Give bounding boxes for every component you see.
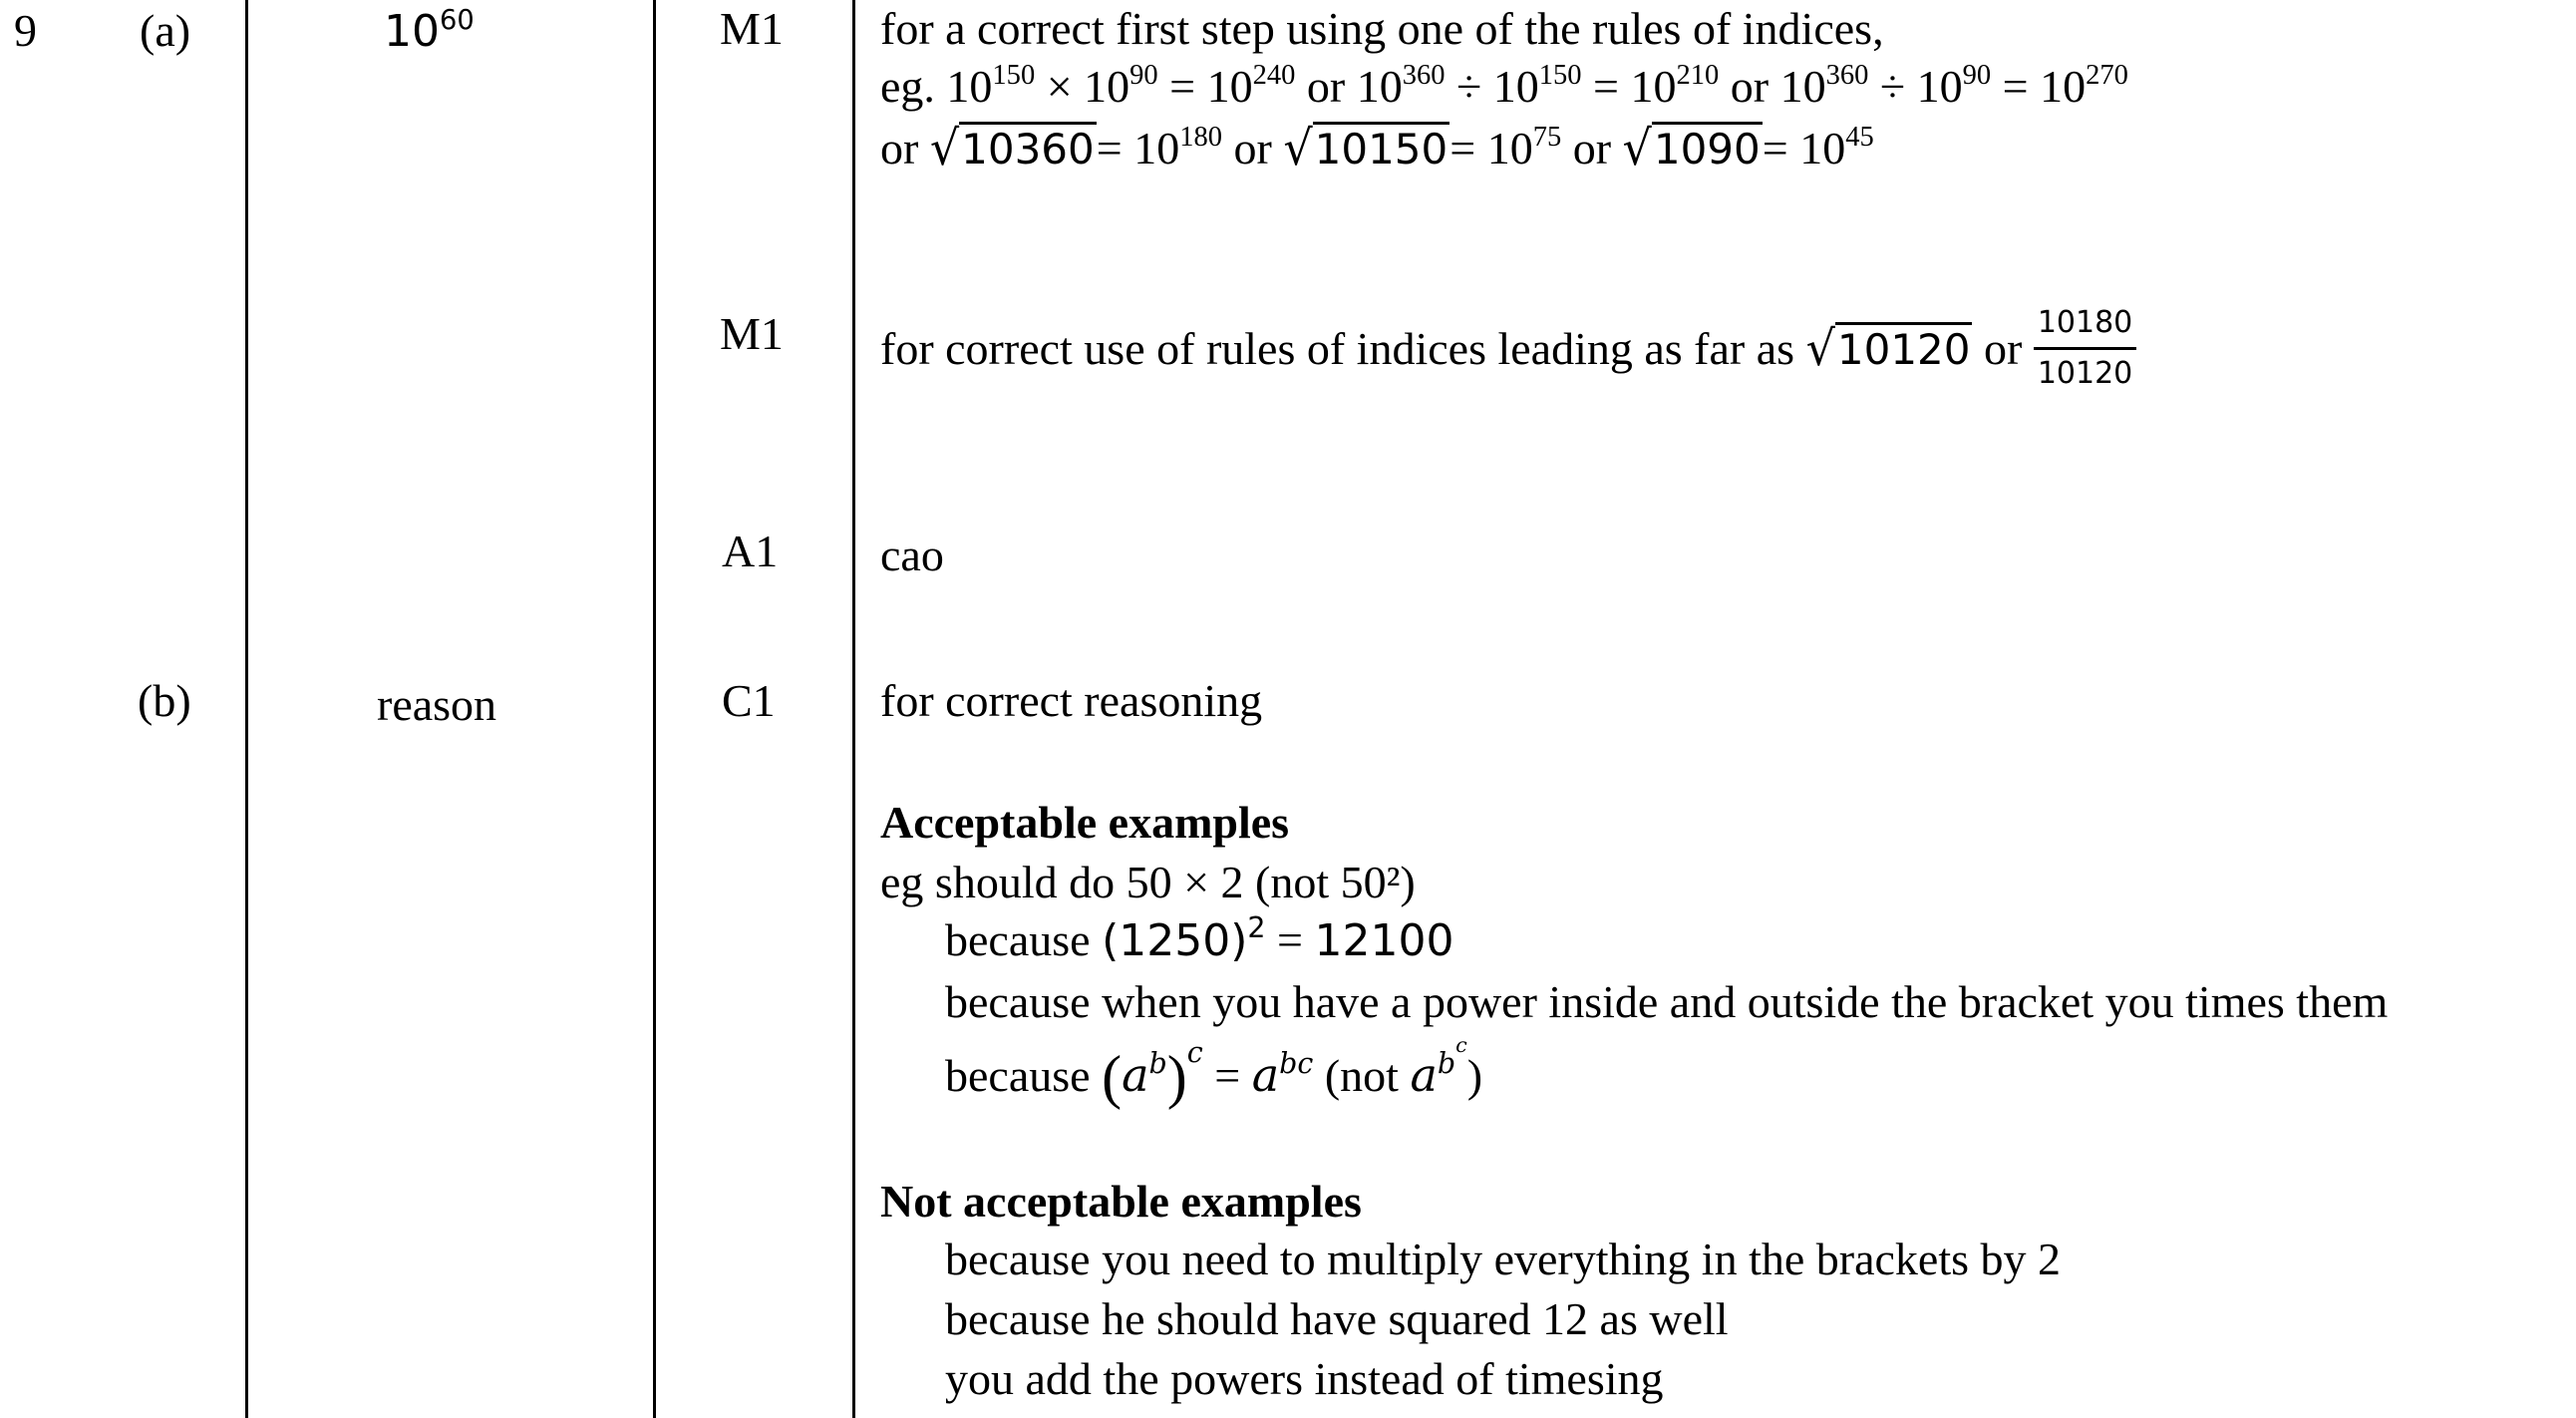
part-a-label: (a) [140, 5, 191, 56]
acceptable-example-4: because $(a^b)^c = a^{bc}$ (not $a^{bc}$) [945, 1032, 1483, 1110]
part-b-answer: reason [377, 679, 497, 730]
m1-second-text: for correct use of rules of indices leading as far as √10120 or $\frac{10180}{10120}$ [880, 305, 2136, 392]
column-divider-1 [245, 0, 248, 1418]
acceptable-heading: Acceptable examples [880, 797, 1290, 848]
part-a-answer: $10^{60}$ [384, 5, 475, 57]
column-divider-2 [653, 0, 656, 1418]
m1-first-line1: for a correct first step using one of the rules of indices, [880, 3, 1884, 54]
mark-code-m1-second: M1 [720, 308, 784, 359]
not-acceptable-example-1: because you need to multiply everything in the brackets by 2 [945, 1234, 2062, 1284]
not-acceptable-example-2: because he should have squared 12 as well [945, 1293, 1729, 1344]
acceptable-example-3: because when you have a power inside and outside the bracket you times them [945, 976, 2389, 1027]
column-divider-3 [852, 0, 855, 1418]
sqrt-10-120: √10120 [1805, 319, 1971, 377]
sqrt-10-150: √10150 [1283, 119, 1449, 177]
m1-first-line3: or $√10360= 10^{180}$ or $√10150= 10^{75}$ or $√1090= 10^{45}$ [880, 119, 1874, 177]
mark-code-m1-first: M1 [720, 3, 784, 54]
part-b-label: (b) [138, 675, 191, 726]
sqrt-10-360: √10360 [929, 119, 1095, 177]
question-number: 9 [14, 5, 37, 56]
mark-code-c1: C1 [722, 675, 776, 726]
c1-text: for correct reasoning [880, 675, 1263, 726]
a1-text: cao [880, 530, 944, 580]
sqrt-10-90: √1090 [1622, 119, 1761, 177]
acceptable-example-1: eg should do 50 × 2 (not 50²) [880, 857, 1416, 907]
acceptable-example-2: because $(1250)^2 = 12100$ [945, 911, 1454, 966]
fraction-10-180-over-10-120: $\frac{10180}{10120}$ [2034, 305, 2136, 392]
not-acceptable-heading: Not acceptable examples [880, 1176, 1362, 1227]
m1-first-line2: eg. $10^{150} \times 10^{90} = 10^{240}$ or $10^{360} \div 10^{150} = 10^{210}$ or $10^{360} \div 10^{90} = 10^{270}$ [880, 60, 2128, 112]
not-acceptable-example-3: you add the powers instead of timesing [945, 1353, 1664, 1404]
mark-code-a1: A1 [722, 526, 779, 576]
